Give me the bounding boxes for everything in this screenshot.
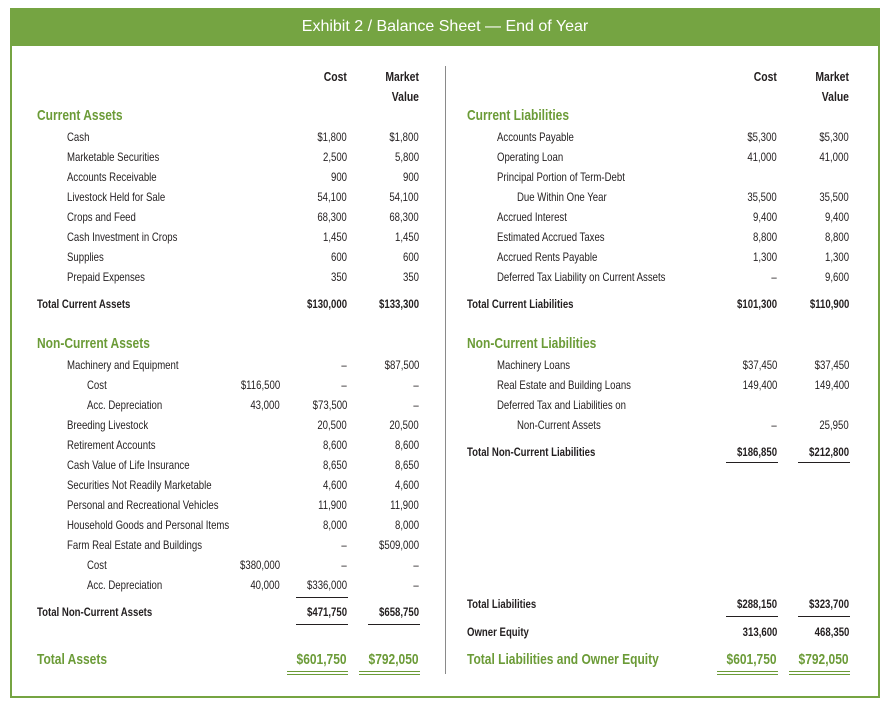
left-market-header: Market bbox=[385, 69, 419, 84]
total-liabilities-cost: $288,150 bbox=[736, 597, 777, 611]
noncurrent-liability-row-cost: 149,400 bbox=[742, 378, 777, 392]
total-current-assets-market: $133,300 bbox=[378, 297, 419, 311]
owner-equity-label: Owner Equity bbox=[467, 625, 529, 639]
current-asset-row-cost: 900 bbox=[330, 170, 347, 184]
current-asset-row-cost: 350 bbox=[330, 270, 347, 284]
noncurrent-asset-row-market: 8,600 bbox=[394, 438, 419, 452]
noncurrent-asset-row-market: 20,500 bbox=[389, 418, 419, 432]
current-liabilities-title: Current Liabilities bbox=[467, 107, 570, 124]
underline-tl-cost bbox=[726, 616, 778, 617]
noncurrent-asset-row-market: 11,900 bbox=[390, 498, 419, 512]
current-liability-row-cost: – bbox=[771, 270, 777, 284]
current-asset-row-label: Marketable Securities bbox=[67, 150, 160, 164]
total-current-liabilities-label: Total Current Liabilities bbox=[467, 297, 574, 311]
total-current-liabilities-market: $110,900 bbox=[809, 297, 849, 311]
owner-equity-cost: 313,600 bbox=[742, 625, 777, 639]
total-liab-equity-label: Total Liabilities and Owner Equity bbox=[467, 651, 659, 668]
current-liability-row-market: 35,500 bbox=[819, 190, 849, 204]
noncurrent-liabilities-title: Non-Current Liabilities bbox=[467, 335, 597, 352]
noncurrent-asset-row-market: – bbox=[413, 578, 419, 592]
underline-tncl-cost bbox=[726, 462, 778, 463]
total-noncurrent-assets-label: Total Non-Current Assets bbox=[37, 605, 153, 619]
current-asset-row-market: 600 bbox=[402, 250, 419, 264]
noncurrent-asset-row-cost: 8,650 bbox=[322, 458, 347, 472]
noncurrent-asset-row-cost: 8,000 bbox=[322, 518, 347, 532]
current-asset-row-market: $1,800 bbox=[389, 130, 419, 144]
noncurrent-asset-row-subtotal: $380,000 bbox=[239, 558, 280, 572]
current-liability-row-label: Accrued Interest bbox=[497, 210, 567, 224]
underline-acc-dep-cost bbox=[296, 597, 348, 598]
noncurrent-asset-row-subtotal: 43,000 bbox=[250, 398, 280, 412]
right-value-header: Value bbox=[821, 89, 849, 104]
noncurrent-asset-row-label: Breeding Livestock bbox=[67, 418, 149, 432]
noncurrent-asset-row-market: 4,600 bbox=[394, 478, 419, 492]
current-liability-row-cost: 9,400 bbox=[752, 210, 777, 224]
double-underline-ta-cost bbox=[287, 671, 348, 675]
right-market-header: Market bbox=[815, 69, 849, 84]
current-asset-row-cost: 600 bbox=[330, 250, 347, 264]
current-liability-row-label: Principal Portion of Term-Debt bbox=[497, 170, 625, 184]
noncurrent-asset-row-label: Cost bbox=[87, 558, 107, 572]
current-asset-row-market: 5,800 bbox=[394, 150, 419, 164]
exhibit-title: Exhibit 2 / Balance Sheet — End of Year bbox=[10, 8, 880, 46]
underline-tnca-cost bbox=[296, 624, 348, 625]
current-asset-row-market: 1,450 bbox=[394, 230, 419, 244]
total-noncurrent-liabilities-cost: $186,850 bbox=[736, 445, 777, 459]
noncurrent-assets-title: Non-Current Assets bbox=[37, 335, 150, 352]
noncurrent-asset-row-label: Securities Not Readily Marketable bbox=[67, 478, 212, 492]
current-asset-row-market: 68,300 bbox=[389, 210, 419, 224]
current-liability-row-market: 1,300 bbox=[824, 250, 849, 264]
current-liability-row-label: Estimated Accrued Taxes bbox=[497, 230, 605, 244]
noncurrent-liability-row-label: Non-Current Assets bbox=[517, 418, 601, 432]
noncurrent-asset-row-market: $87,500 bbox=[384, 358, 419, 372]
total-noncurrent-assets-cost: $471,750 bbox=[306, 605, 347, 619]
noncurrent-asset-row-subtotal: $116,500 bbox=[240, 378, 280, 392]
current-liability-row-cost: 41,000 bbox=[747, 150, 777, 164]
total-liabilities-market: $323,700 bbox=[808, 597, 849, 611]
total-current-assets-cost: $130,000 bbox=[306, 297, 347, 311]
noncurrent-asset-row-market: $509,000 bbox=[378, 538, 419, 552]
current-liability-row-market: $5,300 bbox=[819, 130, 849, 144]
current-asset-row-label: Accounts Receivable bbox=[67, 170, 157, 184]
noncurrent-liability-row-market: 149,400 bbox=[814, 378, 849, 392]
current-asset-row-cost: 54,100 bbox=[317, 190, 347, 204]
current-liability-row-label: Operating Loan bbox=[497, 150, 564, 164]
current-assets-title: Current Assets bbox=[37, 107, 123, 124]
total-current-assets-label: Total Current Assets bbox=[37, 297, 131, 311]
noncurrent-asset-row-cost: 20,500 bbox=[317, 418, 347, 432]
underline-tnca-market bbox=[368, 624, 420, 625]
current-liability-row-market: 9,400 bbox=[824, 210, 849, 224]
current-liability-row-cost: 35,500 bbox=[747, 190, 777, 204]
current-liability-row-label: Accounts Payable bbox=[497, 130, 574, 144]
total-liab-equity-market: $792,050 bbox=[798, 651, 849, 668]
noncurrent-asset-row-cost: $73,500 bbox=[312, 398, 347, 412]
double-underline-tle-market bbox=[789, 671, 850, 675]
current-liability-row-cost: $5,300 bbox=[747, 130, 777, 144]
current-asset-row-label: Livestock Held for Sale bbox=[67, 190, 166, 204]
noncurrent-asset-row-cost: – bbox=[341, 378, 347, 392]
total-noncurrent-assets-market: $658,750 bbox=[378, 605, 419, 619]
current-asset-row-market: 54,100 bbox=[389, 190, 419, 204]
column-divider bbox=[445, 66, 446, 674]
noncurrent-asset-row-market: 8,650 bbox=[394, 458, 419, 472]
current-asset-row-label: Prepaid Expenses bbox=[67, 270, 145, 284]
current-asset-row-cost: 2,500 bbox=[322, 150, 347, 164]
noncurrent-asset-row-cost: – bbox=[341, 538, 347, 552]
total-liabilities-label: Total Liabilities bbox=[467, 597, 537, 611]
total-assets-cost: $601,750 bbox=[296, 651, 347, 668]
current-liability-row-market: 41,000 bbox=[819, 150, 849, 164]
noncurrent-asset-row-label: Acc. Depreciation bbox=[87, 578, 163, 592]
noncurrent-liability-row-label: Real Estate and Building Loans bbox=[497, 378, 631, 392]
noncurrent-asset-row-label: Machinery and Equipment bbox=[67, 358, 179, 372]
owner-equity-market: 468,350 bbox=[814, 625, 849, 639]
noncurrent-liability-row-label: Deferred Tax and Liabilities on bbox=[497, 398, 626, 412]
noncurrent-asset-row-label: Farm Real Estate and Buildings bbox=[67, 538, 202, 552]
current-asset-row-cost: 1,450 bbox=[322, 230, 347, 244]
current-asset-row-market: 900 bbox=[402, 170, 419, 184]
double-underline-tle-cost bbox=[717, 671, 778, 675]
underline-tl-market bbox=[798, 616, 850, 617]
current-asset-row-label: Cash bbox=[67, 130, 90, 144]
noncurrent-asset-row-label: Acc. Depreciation bbox=[87, 398, 163, 412]
noncurrent-asset-row-market: – bbox=[413, 558, 419, 572]
noncurrent-liability-row-cost: $37,450 bbox=[742, 358, 777, 372]
noncurrent-asset-row-cost: 4,600 bbox=[322, 478, 347, 492]
current-liability-row-cost: 8,800 bbox=[752, 230, 777, 244]
current-asset-row-market: 350 bbox=[402, 270, 419, 284]
left-value-header: Value bbox=[391, 89, 419, 104]
noncurrent-asset-row-cost: – bbox=[341, 558, 347, 572]
right-cost-header: Cost bbox=[753, 69, 777, 84]
current-asset-row-cost: 68,300 bbox=[317, 210, 347, 224]
underline-tncl-market bbox=[798, 462, 850, 463]
current-liability-row-label: Due Within One Year bbox=[517, 190, 607, 204]
noncurrent-asset-row-market: 8,000 bbox=[394, 518, 419, 532]
noncurrent-asset-row-label: Cash Value of Life Insurance bbox=[67, 458, 190, 472]
noncurrent-liability-row-label: Machinery Loans bbox=[497, 358, 571, 372]
current-liability-row-cost: 1,300 bbox=[752, 250, 777, 264]
total-current-liabilities-cost: $101,300 bbox=[736, 297, 777, 311]
current-asset-row-cost: $1,800 bbox=[317, 130, 347, 144]
noncurrent-asset-row-label: Personal and Recreational Vehicles bbox=[67, 498, 219, 512]
current-liability-row-market: 9,600 bbox=[824, 270, 849, 284]
total-assets-label: Total Assets bbox=[37, 651, 108, 668]
current-asset-row-label: Crops and Feed bbox=[67, 210, 136, 224]
total-noncurrent-liabilities-label: Total Non-Current Liabilities bbox=[467, 445, 596, 459]
noncurrent-asset-row-market: – bbox=[413, 378, 419, 392]
total-liab-equity-cost: $601,750 bbox=[726, 651, 777, 668]
left-cost-header: Cost bbox=[323, 69, 347, 84]
current-asset-row-label: Cash Investment in Crops bbox=[67, 230, 178, 244]
double-underline-ta-market bbox=[359, 671, 420, 675]
noncurrent-liability-row-market: $37,450 bbox=[814, 358, 849, 372]
noncurrent-asset-row-label: Cost bbox=[87, 378, 107, 392]
current-liability-row-market: 8,800 bbox=[824, 230, 849, 244]
noncurrent-asset-row-cost: 11,900 bbox=[318, 498, 347, 512]
total-assets-market: $792,050 bbox=[368, 651, 419, 668]
noncurrent-liability-row-market: 25,950 bbox=[819, 418, 849, 432]
noncurrent-asset-row-cost: – bbox=[341, 358, 347, 372]
current-liability-row-label: Deferred Tax Liability on Current Assets bbox=[497, 270, 666, 284]
noncurrent-asset-row-subtotal: 40,000 bbox=[250, 578, 280, 592]
noncurrent-asset-row-cost: $336,000 bbox=[306, 578, 347, 592]
noncurrent-asset-row-label: Household Goods and Personal Items bbox=[67, 518, 230, 532]
current-asset-row-label: Supplies bbox=[67, 250, 104, 264]
total-noncurrent-liabilities-market: $212,800 bbox=[808, 445, 849, 459]
noncurrent-liability-row-cost: – bbox=[771, 418, 777, 432]
noncurrent-asset-row-cost: 8,600 bbox=[322, 438, 347, 452]
current-liability-row-label: Accrued Rents Payable bbox=[497, 250, 598, 264]
noncurrent-asset-row-label: Retirement Accounts bbox=[67, 438, 156, 452]
noncurrent-asset-row-market: – bbox=[413, 398, 419, 412]
